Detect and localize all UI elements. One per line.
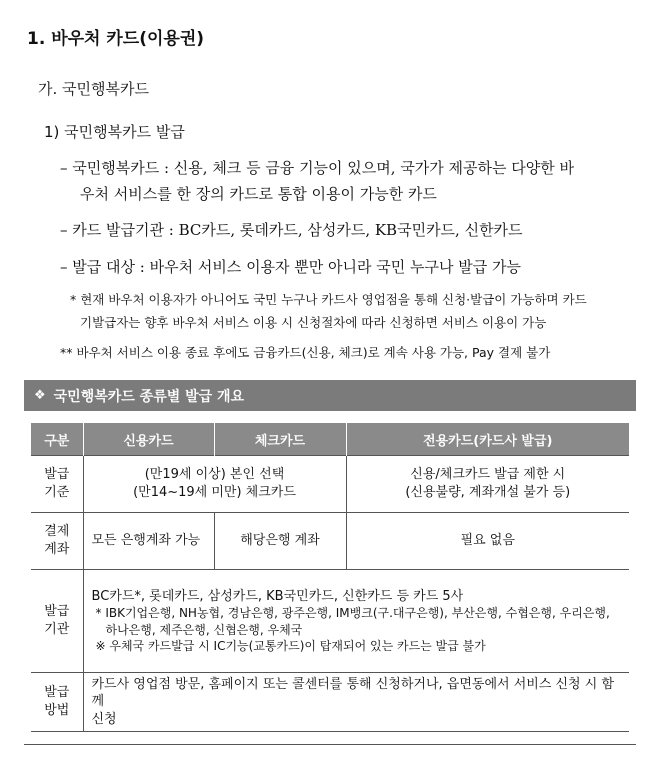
table-row	[31, 673, 629, 732]
bottom-divider	[24, 744, 636, 745]
row-label-method: 발급 방법	[31, 673, 83, 732]
note-current-users-line1: * 현재 바우처 이용자가 아니어도 국민 누구나 카드사 영업점을 통해 신청·발급이 가능하며 카드	[70, 292, 587, 307]
diamond-icon: ❖	[34, 388, 46, 403]
account-check: 해당은행 계좌	[214, 513, 346, 570]
table-row	[31, 456, 629, 513]
bullet-definition-line1: – 국민행복카드 : 신용, 체크 등 금융 기능이 있으며, 국가가 제공하는 다양한 바	[60, 159, 575, 177]
table-row	[31, 513, 629, 570]
section-bar-title: 국민행복카드 종류별 발급 개요	[53, 388, 245, 405]
row-label-criteria: 발급 기준	[31, 456, 83, 513]
account-credit: 모든 은행계좌 가능	[83, 513, 214, 570]
header-category: 구분	[31, 423, 83, 456]
issuer-banks-line1: * IBK기업은행, NH농협, 경남은행, 광주은행, IM뱅크(구.대구은행), 부산은행, 수협은행, 우리은행,	[95, 606, 610, 621]
table-row	[31, 570, 629, 673]
issuer-banks-line2: 하나은행, 제주은행, 신협은행, 우체국	[105, 622, 303, 637]
criteria-dedicated: 신용/체크카드 발급 제한 시 (신용불량, 계좌개설 불가 등)	[346, 456, 629, 513]
bullet-issuers: – 카드 발급기관 : BC카드, 롯데카드, 삼성카드, KB국민카드, 신한카드	[60, 221, 523, 239]
note-after-service: ** 바우처 서비스 이용 종료 후에도 금융카드(신용, 체크)로 계속 사용 가능, Pay 결제 불가	[60, 345, 551, 360]
header-check-card: 체크카드	[214, 423, 346, 456]
item-heading: 1) 국민행복카드 발급	[44, 123, 185, 141]
bullet-definition-line2: 우처 서비스를 한 장의 카드로 통합 이용이 가능한 카드	[80, 185, 437, 203]
card-types-table	[31, 423, 629, 732]
issuer-main: BC카드*, 롯데카드, 삼성카드, KB국민카드, 신한카드 등 카드 5사	[91, 588, 464, 604]
header-dedicated-card: 전용카드(카드사 발급)	[346, 423, 629, 456]
issuer-details	[83, 570, 629, 673]
header-credit-card: 신용카드	[83, 423, 214, 456]
row-label-issuer: 발급 기관	[31, 570, 83, 673]
criteria-credit-check: (만19세 이상) 본인 선택 (만14~19세 미만) 체크카드	[83, 456, 346, 513]
table-header-row	[31, 423, 629, 456]
issuer-post-office-note: ※ 우체국 카드발급 시 IC기능(교통카드)이 탑재되어 있는 카드는 발급 불가	[95, 638, 486, 653]
account-dedicated: 필요 없음	[346, 513, 629, 570]
note-current-users-line2: 기발급자는 향후 바우처 서비스 이용 시 신청절차에 따라 신청하면 서비스 이용이 가능	[80, 315, 547, 330]
section-heading: 1. 바우처 카드(이용권)	[27, 29, 205, 49]
subsection-heading: 가. 국민행복카드	[38, 80, 149, 98]
method-details: 카드사 영업점 방문, 홈페이지 또는 콜센터를 통해 신청하거나, 읍면동에서 서비스 신청 시 함께 신청	[83, 673, 629, 732]
section-bar	[24, 380, 636, 411]
bullet-eligibility: – 발급 대상 : 바우처 서비스 이용자 뿐만 아니라 국민 누구나 발급 가능	[60, 258, 522, 276]
row-label-account: 결제 계좌	[31, 513, 83, 570]
